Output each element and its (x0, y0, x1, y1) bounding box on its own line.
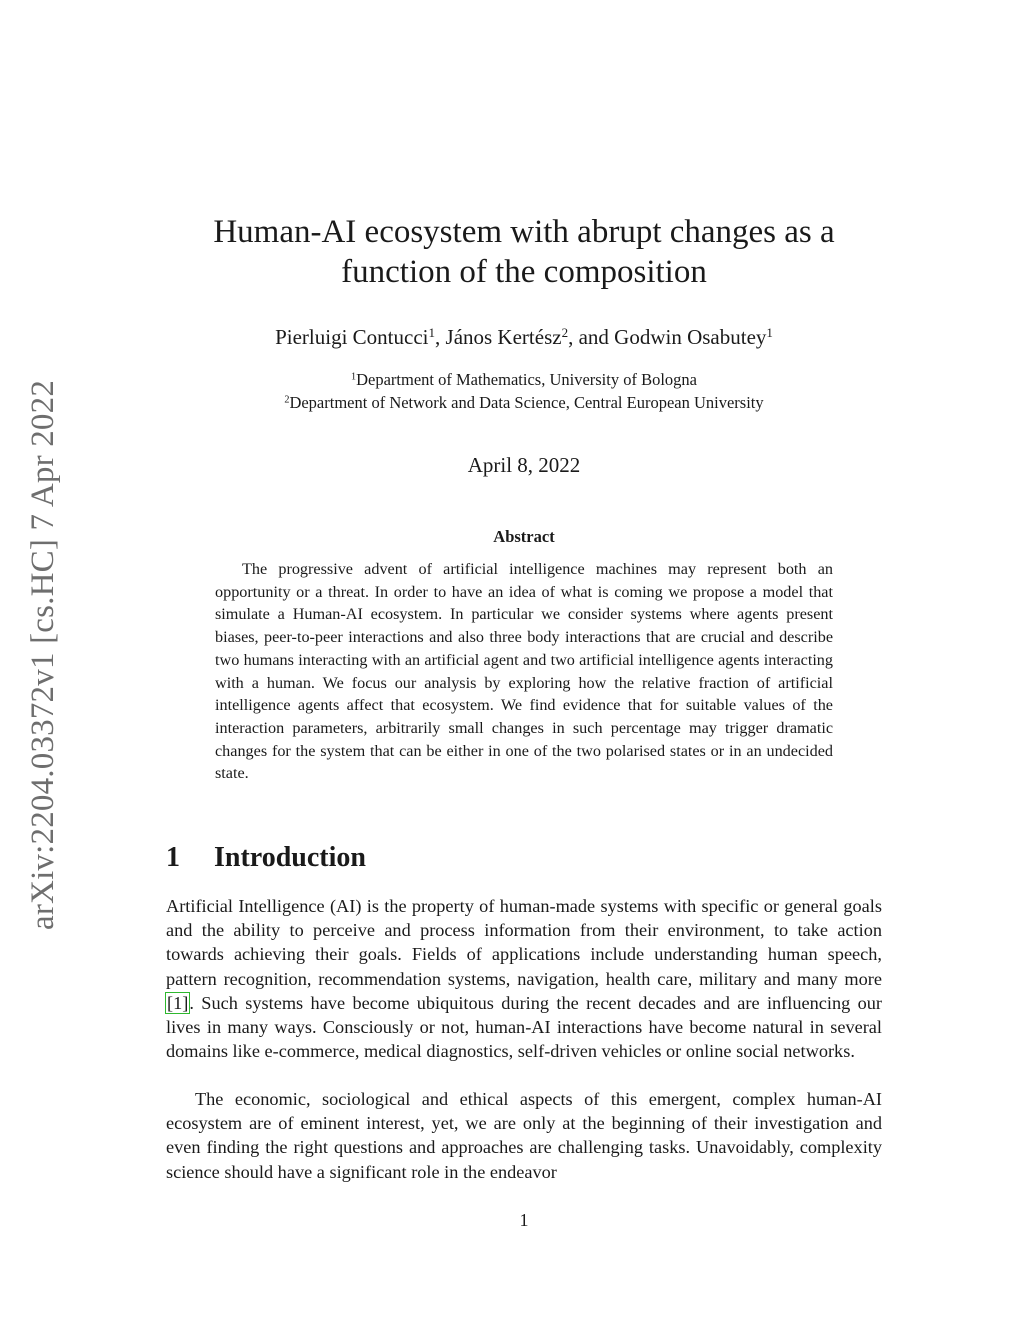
author-affiliation-mark: 2 (561, 324, 569, 340)
citation-link[interactable]: [1] (167, 992, 189, 1013)
body-paragraph: The economic, sociological and ethical aspects of this emergent, complex human-AI ecosystem are of eminent interest, yet, we are only at the beginning of their investigation and even finding the right questions and approaches are challenging tasks. Unavoidably, complexity science should have a significant role in the endeavor (166, 1089, 882, 1182)
author-affiliation-mark: 1 (428, 324, 436, 340)
paper-title: Human-AI ecosystem with abrupt changes as a function of the composition (213, 214, 835, 290)
affiliation (160, 392, 888, 414)
paragraph-text: . Such systems have become ubiquitous during the recent decades and are influencing our lives in many ways. Consciously or not, human-AI interactions have become natural in several domains like e-commerce, medical diagnostics, self-driven vehicles or online social networks. (166, 992, 882, 1062)
author-list (160, 323, 888, 351)
affiliation (160, 369, 888, 391)
page-number: 1 (519, 1210, 529, 1230)
affiliation-text: Department of Mathematics, University of Bologna (356, 370, 698, 389)
author-name: Godwin Osabutey (614, 325, 767, 349)
affiliation-text: Department of Network and Data Science, Central European University (289, 393, 764, 412)
body-paragraph (166, 894, 882, 1063)
affiliation-mark: 1 (350, 371, 357, 383)
section-number: 1 (166, 842, 180, 873)
section-heading (166, 840, 366, 876)
author-separator: , and (568, 325, 615, 349)
author-affiliation-mark: 1 (766, 324, 773, 340)
abstract-heading: Abstract (493, 527, 555, 546)
author-separator: , (435, 325, 446, 349)
publication-date: April 8, 2022 (467, 453, 581, 477)
affiliation-mark: 2 (284, 394, 290, 406)
paragraph-text: Artificial Intelligence (AI) is the property of human-made systems with specific or general goals and the ability to perceive and process information from their environment, to take action towards achieving their goals. Fields of applications include understanding human speech, pattern recognition, recommendation systems, navigation, health care, military and many more (166, 896, 882, 989)
author-name: János Kertész (445, 325, 562, 349)
abstract-text: The progressive advent of artificial intelligence machines may represent both an opportunity or a threat. In order to have an idea of what is coming we propose a model that simulate a Human-AI ecosystem. In particular we consider systems where agents present biases, peer-to-peer interactions and also three body interactions that are crucial and describe two humans interacting with an artificial agent and two artificial intelligence agents interacting with a human. We focus our analysis by exploring how the relative fraction of artificial intelligence agents affect that ecosystem. We find evidence that for suitable values of the interaction parameters, arbitrarily small changes in such percentage may trigger dramatic changes for the system that can be either in one of the two polarised states or in an undecided state. (215, 560, 833, 783)
author-name: Pierluigi Contucci (275, 325, 429, 349)
section-title: Introduction (214, 842, 366, 873)
arxiv-identifier-stamp: arXiv:2204.03372v1 [cs.HC] 7 Apr 2022 (25, 379, 61, 930)
